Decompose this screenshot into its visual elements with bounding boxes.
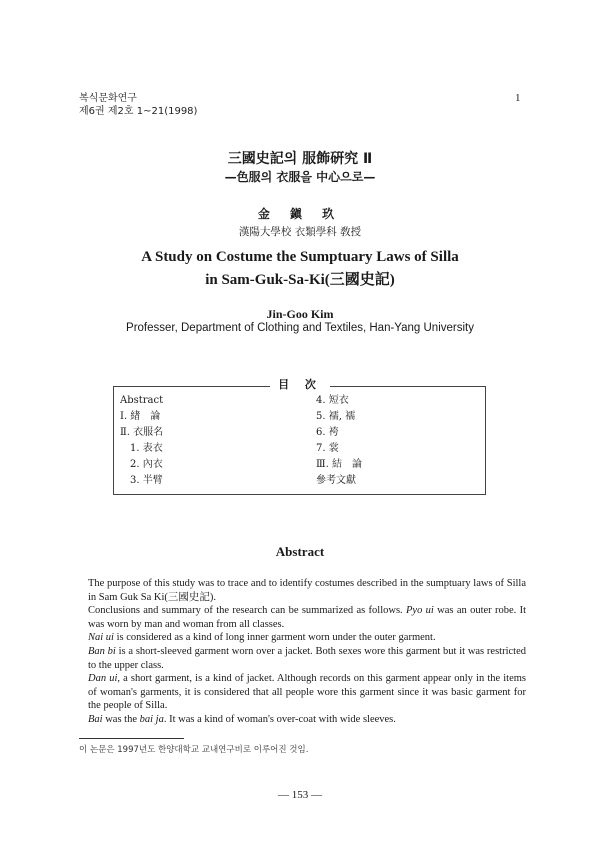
toc-item: Ⅰ. 緖 論 [120, 411, 161, 422]
toc-item: 6. 袴 [316, 427, 339, 438]
toc-item: Abstract [120, 395, 164, 406]
toc-item: 4. 短衣 [316, 395, 349, 406]
english-author: Jin-Goo Kim [266, 307, 334, 321]
toc-item: 5. 襦, 襦 [316, 411, 356, 422]
english-affiliation: Professer, Department of Clothing and Textiles, Han-Yang University [126, 322, 474, 334]
page-number-bottom: — 153 — [278, 789, 322, 801]
abstract-paragraph: Dan ui, a short garment, is a kind of jacket. Although records on this garment appear only in the items of woman's garments, it is considered that all people wore this garment since it was basic garment for the people of Silla. [88, 673, 527, 712]
abstract-paragraph: The purpose of this study was to trace and to identify costumes described in the sumptuary laws of Silla in Sam Guk Sa Ki(三國史記). [88, 578, 526, 603]
english-title-line1: A Study on Costume the Sumptuary Laws of Silla [141, 249, 459, 265]
toc-item: 7. 裳 [316, 443, 339, 454]
english-title-line2: in Sam-Guk-Sa-Ki(三國史記) [205, 272, 395, 288]
journal-name: 복식문화연구 [79, 93, 137, 104]
footnote-rule [79, 738, 184, 739]
korean-affiliation: 漢陽大學校 衣類學科 敎授 [238, 226, 362, 238]
korean-author: 金 鎭 玖 [257, 207, 343, 221]
toc-item: 2. 內衣 [130, 459, 163, 470]
page-number-top: 1 [515, 92, 521, 104]
korean-subtitle: —色服의 衣服을 中心으로— [224, 170, 376, 184]
toc-item: Ⅱ. 衣服名 [120, 427, 164, 438]
toc-right-column [316, 393, 362, 489]
journal-info [79, 92, 197, 118]
toc-left-column [120, 393, 163, 489]
toc-title: 目 次 [270, 376, 330, 392]
term: Bai [88, 713, 103, 725]
term: Nai ui [88, 632, 114, 644]
toc-item: Ⅲ. 結 論 [316, 459, 363, 470]
abstract-paragraph: Nai ui is considered as a kind of long inner garment worn under the outer garment. [88, 632, 436, 644]
abstract-body [88, 577, 526, 727]
toc-item: 3. 半臂 [130, 475, 163, 486]
abstract-paragraph: Ban bi is a short-sleeved garment worn over a jacket. Both sexes wore this garment but it was restricted to the upper class. [88, 645, 526, 671]
journal-volume: 제6권 제2호 1~21(1998) [79, 106, 198, 117]
abstract-heading: Abstract [275, 544, 325, 559]
abstract-paragraph: Conclusions and summary of the research can be summarized as follows. Pyo ui was an outer robe. It was worn by man and woman from all classes. [88, 605, 527, 630]
korean-title: 三國史記의 服飾硏究 Ⅱ [227, 151, 373, 167]
toc-item: 參考文獻 [316, 475, 356, 486]
term: Dan ui [88, 673, 118, 685]
term: bai ja [139, 713, 164, 725]
footnote: 이 논문은 1997년도 한양대학교 교내연구비로 이루어진 것임. [79, 745, 309, 755]
abstract-paragraph: Bai was the bai ja. It was a kind of woman's over-coat with wide sleeves. [88, 713, 396, 725]
term: Ban bi [88, 645, 116, 657]
toc-item: 1. 表衣 [130, 443, 163, 454]
term: Pyo ui [406, 605, 434, 617]
table-of-contents [113, 386, 486, 495]
